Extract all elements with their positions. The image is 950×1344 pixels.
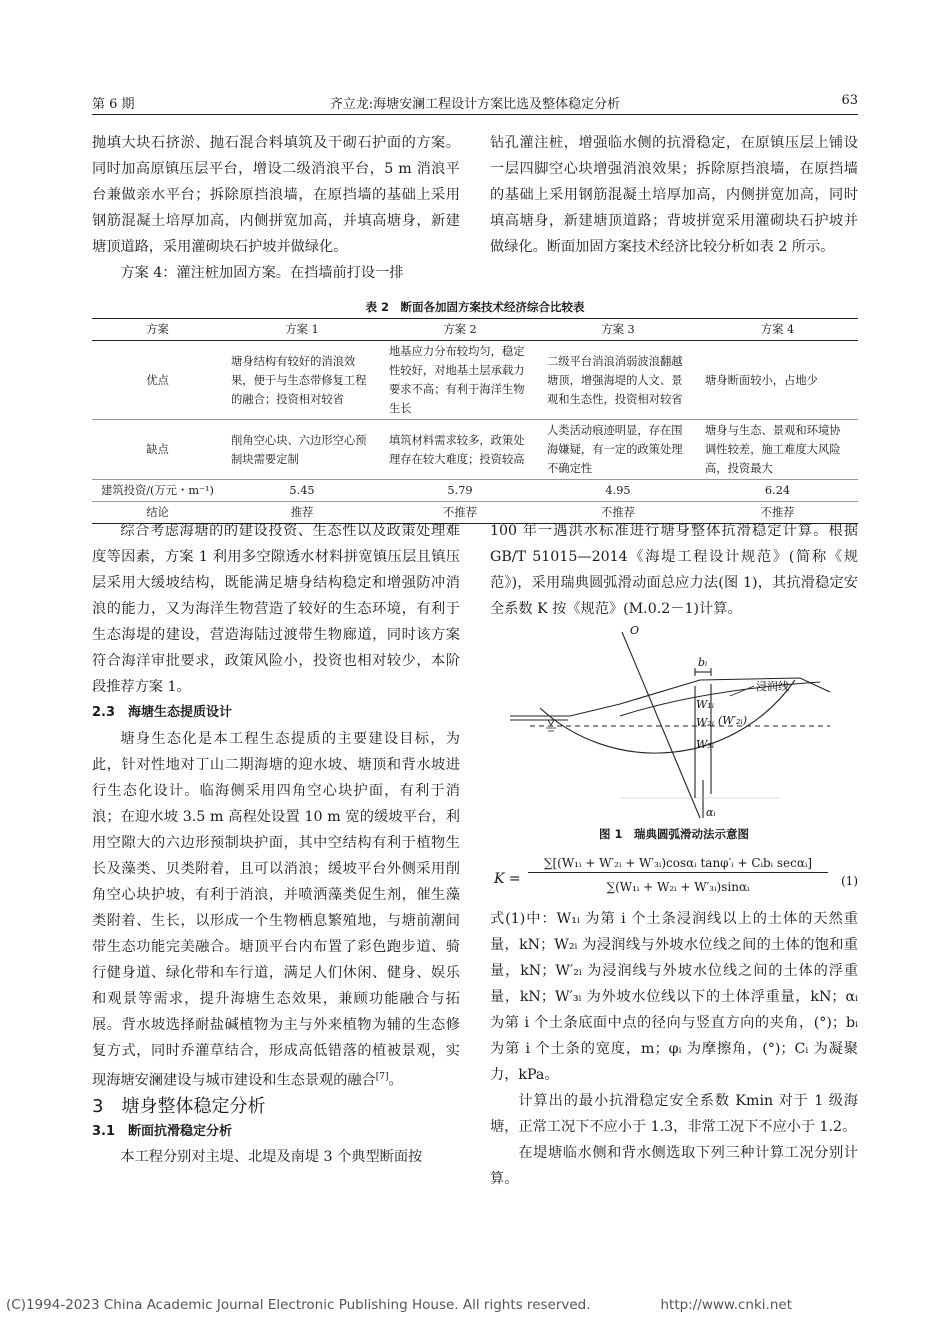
table-cell: 优点 [92, 341, 223, 420]
table-cell: 不推荐 [697, 502, 858, 524]
fig-label-w1: W₁ᵢ [696, 698, 714, 711]
table-header: 方案 1 [223, 319, 381, 341]
table-cell: 结论 [92, 502, 223, 524]
table-cell: 5.79 [381, 480, 539, 502]
paragraph: 方案 4：灌注桩加固方案。在挡墙前打设一排 [120, 265, 404, 281]
table-cell: 塘身结构有较好的消浪效果，便于与生态带修复工程的融合；投资相对较省 [223, 341, 381, 420]
fig-label-phreatic: 浸润线 [756, 680, 789, 693]
table-header: 方案 2 [381, 319, 539, 341]
section-heading-3: 3 塘身整体稳定分析 [92, 1095, 266, 1117]
table-cell: 6.24 [697, 480, 858, 502]
table-header: 方案 [92, 319, 223, 341]
copyright-text: (C)1994-2023 China Academic Journal Electronic Publishing House. All rights reserved. [6, 1297, 591, 1313]
header-rule [92, 114, 858, 115]
citation: [7] [375, 1072, 389, 1082]
paragraph: 钻孔灌注桩，增强临水侧的抗滑稳定，在原镇压层上铺设一层四脚空心块增强消浪效果；拆除原挡浪墙，在原挡墙的基础上采用钢筋混凝土培厚加高，内侧拼宽加高，同时填高塘身，新建塘顶道路；背坡拼宽采用灌砌块石护坡并做绿化。断面加固方案技术经济比较分析如表 2 所示。 [490, 135, 858, 255]
table-header-row [92, 319, 858, 341]
paragraph: 综合考虑海塘的的建设投资、生态性以及政策处理难度等因素，方案 1 利用多空隙透水材料拼宽镇压层且镇压层采用大缓坡结构，既能满足塘身结构稳定和增强防冲消浪的能力，又为海洋生物营造了较好的生态环境，有利于生态海堤的建设，营造海陆过渡带生物廊道，同时该方案符合海洋审批要求，政策风险小，投资也相对较少，本阶段推荐方案 1。 [92, 523, 460, 695]
table-cell: 填筑材料需求较多，政策处理存在较大难度；投资较高 [381, 420, 539, 480]
table-cell: 建筑投资/(万元・m⁻¹) [92, 480, 223, 502]
fig-label-alpha: αᵢ [706, 806, 716, 819]
paragraph: 在堤塘临水侧和背水侧选取下列三种计算工况分别计算。 [490, 1145, 858, 1187]
table-cell: 4.95 [539, 480, 697, 502]
fig-label-w3: W₃ᵢ [696, 738, 714, 751]
fig-label-b: bᵢ [698, 656, 708, 669]
table-cell: 地基应力分布较均匀，稳定性较好，对地基土层承载力要求不高；有利于海洋生物生长 [381, 341, 539, 420]
running-title: 齐立龙:海塘安澜工程设计方案比选及整体稳定分析 [329, 97, 621, 112]
paragraph: 塘身生态化是本工程生态提质的主要建设目标，为此，针对性地对丁山二期海塘的迎水坡、塘顶和背水坡进行生态化设计。临海侧采用四角空心块护面，有利于消浪；在迎水坡 3.5 m 高程处设置 10 m 宽的缓坡平台，利用空隙大的六边形预制块护面，其中空结构有利于植物生长及藻类、贝类附着，且可以消浪；缓坡平台外侧采用削角空心块护坡，有利于消浪，并喷洒藻类促生剂，催生藻类附着、生长，以形成一个生物栖息繁殖地，与塘前潮间带生态功能完美融合。塘顶平台内布置了彩色跑步道、骑行健身道、绿化带和车行道，满足人们休闲、健身、娱乐和观景等需求，提升海塘生态效果，兼顾功能融合与拓展。背水坡选择耐盐碱植物为主与外来植物为辅的生态修复方式，同时乔灌草结合，形成高低错落的植被景观，实现海塘安澜建设与城市建设和生态景观的融合[7]。 [92, 731, 460, 1089]
table-cell: 削角空心块、六边形空心预制块需要定制 [223, 420, 381, 480]
right-column-body [490, 906, 858, 1192]
table-header: 方案 3 [539, 319, 697, 341]
left-column [92, 518, 460, 1170]
right-column-top [490, 518, 858, 622]
table-header: 方案 4 [697, 319, 858, 341]
section-heading-3-1: 3.1 断面抗滑稳定分析 [92, 1123, 233, 1139]
table-row [92, 341, 858, 420]
issue-number: 第 6 期 [92, 97, 135, 112]
table-cell: 塘身断面较小，占地少 [697, 341, 858, 420]
table-cell: 不推荐 [381, 502, 539, 524]
table-cell: 不推荐 [539, 502, 697, 524]
paragraph: 抛填大块石挤淤、抛石混合料填筑及干砌石护面的方案。同时加高原镇压层平台，增设二级消浪平台，5 m 消浪平台兼做亲水平台；拆除原挡浪墙，在原挡墙的基础上采用钢筋混凝土培厚加高，内侧拼宽加高，并填高塘身，新建塘顶道路，采用灌砌块石护坡并做绿化。 [92, 135, 460, 255]
table-cell: 塘身与生态、景观和环境协调性较差，施工难度大风险高，投资最大 [697, 420, 858, 480]
top-right-column [490, 130, 858, 260]
fig-label-w2p: (W′₂ᵢ) [718, 714, 748, 727]
table-cell: 人类活动痕迹明显，存在围海嫌疑，有一定的政策处理不确定性 [539, 420, 697, 480]
fig-label-o: O [630, 624, 640, 637]
figure-caption: 图 1 瑞典圆弧滑动法示意图 [598, 827, 749, 841]
table-row [92, 420, 858, 480]
table-cell: 缺点 [92, 420, 223, 480]
table-cell: 二级平台消浪消弱波浪翻越塘顶，增强海堤的人文、景观和生态性，投资相对较省 [539, 341, 697, 420]
table-row [92, 480, 858, 502]
equation-number: (1) [841, 874, 858, 888]
top-left-column [92, 130, 460, 286]
page-number: 63 [841, 93, 858, 108]
section-heading-2-3: 2.3 海塘生态提质设计 [92, 705, 233, 720]
paragraph: 本工程分别对主堤、北堤及南堤 3 个典型断面按 [120, 1148, 423, 1165]
equation-numerator: ∑[(W₁ᵢ + W′₂ᵢ + W′₃ᵢ)cosαᵢ tanφ′ᵢ + Cᵢbᵢ secαᵢ] [528, 856, 828, 873]
slip-circle-figure [500, 620, 850, 820]
equation-lhs: K = [494, 871, 521, 887]
cnki-link[interactable]: http://www.cnki.net [660, 1297, 792, 1313]
paragraph: 计算出的最小抗滑稳定安全系数 Kmin 对于 1 级海塘，正常工况下不应小于 1.3，非常工况下不应小于 1.2。 [490, 1093, 858, 1135]
table-cell: 推荐 [223, 502, 381, 524]
fig-label-w2: W₂ᵢ [696, 716, 714, 729]
paragraph: 100 年一遇洪水标准进行塘身整体抗滑稳定计算。根据 GB/T 51015—2014《海堤工程设计规范》(简称《规范》)，采用瑞典圆弧滑动面总应力法(图 1)，其抗滑稳定安全系数 K 按《规范》(M.0.2－1)计算。 [490, 523, 858, 617]
table-caption: 表 2 断面各加固方案技术经济综合比较表 [365, 300, 585, 314]
equation-denominator: ∑(W₁ᵢ + W₂ᵢ + W′₃ᵢ)sinαᵢ [606, 880, 750, 894]
comparison-table [92, 318, 858, 524]
table-cell: 5.45 [223, 480, 381, 502]
paragraph: 式(1)中：W₁ᵢ 为第 i 个土条浸润线以上的土体的天然重量，kN；W₂ᵢ 为浸润线与外坡水位线之间的土体的饱和重量，kN；W′₂ᵢ 为浸润线与外坡水位线之间的土体的浮重量，kN；W′₃ᵢ 为外坡水位线以下的土体浮重量，kN；αᵢ 为第 i 个土条底面中点的径向与竖直方向的夹角，(°)；bᵢ 为第 i 个土条的宽度，m；φᵢ 为摩擦角，(°)；Cᵢ 为凝聚力，kPa。 [490, 911, 858, 1083]
